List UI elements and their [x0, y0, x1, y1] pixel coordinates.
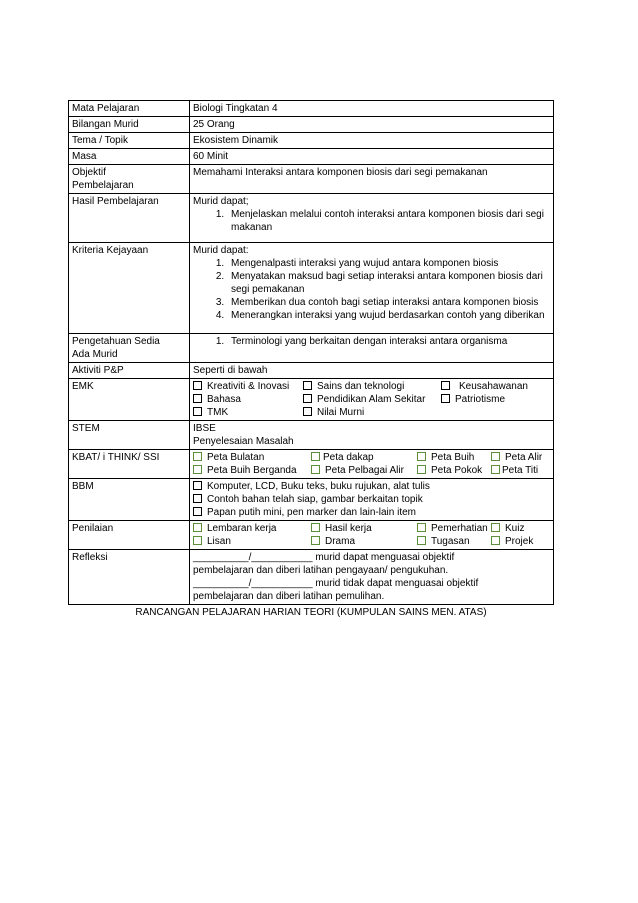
- value-emk: [190, 379, 554, 421]
- checkbox-icon[interactable]: [193, 407, 202, 416]
- checkbox-icon[interactable]: [311, 465, 320, 474]
- checkbox-icon[interactable]: [491, 465, 500, 474]
- checkbox-icon[interactable]: [193, 394, 202, 403]
- checkbox-icon[interactable]: [303, 407, 312, 416]
- lesson-plan-table: [68, 100, 554, 605]
- label-students: Bilangan Murid: [69, 117, 190, 133]
- emk-option[interactable]: TMK: [193, 406, 228, 419]
- kbat-option[interactable]: Peta Titi: [491, 464, 538, 477]
- checkbox-icon[interactable]: [417, 465, 426, 474]
- row-outcome: [69, 194, 554, 243]
- list-item: 4. Menerangkan interaksi yang wujud berdasarkan contoh yang diberikan: [227, 309, 550, 322]
- label-time: Masa: [69, 149, 190, 165]
- assessment-option[interactable]: Tugasan: [417, 535, 470, 548]
- emk-option[interactable]: Sains dan teknologi: [303, 380, 404, 393]
- value-objective: Memahami Interaksi antara komponen biosis dari segi pemakanan: [190, 165, 554, 194]
- lesson-plan: [68, 100, 554, 618]
- label-theme: Tema / Topik: [69, 133, 190, 149]
- assessment-option[interactable]: Projek: [491, 535, 533, 548]
- value-activity: Seperti di bawah: [190, 363, 554, 379]
- reflection-line: pembelajaran dan diberi latihan pengayaan/ pengukuhan.: [193, 565, 449, 576]
- document-footer: RANCANGAN PELAJARAN HARIAN TEORI (KUMPULAN SAINS MEN. ATAS): [135, 607, 487, 618]
- list-item: 2. Menyatakan maksud bagi setiap interaksi antara komponen biosis dari segi pemakanan: [227, 270, 550, 296]
- label-activity: Aktiviti P&P: [69, 363, 190, 379]
- kbat-option[interactable]: Peta Bulatan: [193, 451, 264, 464]
- checkbox-icon[interactable]: [193, 523, 202, 532]
- reflection-line: __________/___________ murid tidak dapat menguasai objektif: [193, 578, 479, 589]
- value-reflection: [190, 550, 554, 605]
- prior-list: [193, 335, 550, 348]
- stem-line: IBSE: [193, 423, 216, 434]
- label-criteria: Kriteria Kejayaan: [69, 243, 190, 334]
- row-activity: [69, 363, 554, 379]
- label-emk: EMK: [69, 379, 190, 421]
- checkbox-icon[interactable]: [193, 452, 202, 461]
- checkbox-icon[interactable]: [417, 523, 426, 532]
- label-reflection: Refleksi: [69, 550, 190, 605]
- checkbox-icon[interactable]: [193, 507, 202, 516]
- label-kbat: KBAT/ i THINK/ SSI: [69, 450, 190, 479]
- row-time: [69, 149, 554, 165]
- value-subject: Biologi Tingkatan 4: [190, 101, 554, 117]
- row-criteria: [69, 243, 554, 334]
- emk-option[interactable]: Pendidikan Alam Sekitar: [303, 393, 425, 406]
- stem-line: Penyelesaian Masalah: [193, 436, 294, 447]
- value-outcome: [190, 194, 554, 243]
- checkbox-icon[interactable]: [491, 536, 500, 545]
- label-assessment: Penilaian: [69, 521, 190, 550]
- assessment-option[interactable]: Drama: [311, 535, 355, 548]
- row-subject: [69, 101, 554, 117]
- value-criteria: [190, 243, 554, 334]
- checkbox-icon[interactable]: [441, 394, 450, 403]
- value-assessment: [190, 521, 554, 550]
- label-subject: Mata Pelajaran: [69, 101, 190, 117]
- checkbox-icon[interactable]: [193, 465, 202, 474]
- kbat-option[interactable]: Peta Pokok: [417, 464, 482, 477]
- criteria-intro: Murid dapat:: [193, 245, 249, 256]
- value-bbm: [190, 479, 554, 521]
- value-prior-knowledge: [190, 334, 554, 363]
- outcome-list: [193, 208, 550, 234]
- emk-option[interactable]: Kreativiti & Inovasi: [193, 380, 289, 393]
- row-objective: [69, 165, 554, 194]
- row-prior-knowledge: [69, 334, 554, 363]
- checkbox-icon[interactable]: [303, 381, 312, 390]
- checkbox-icon[interactable]: [491, 523, 500, 532]
- label-prior-knowledge: Pengetahuan Sedia Ada Murid: [69, 334, 190, 363]
- emk-option[interactable]: Keusahawanan: [441, 380, 528, 393]
- checkbox-icon[interactable]: [193, 381, 202, 390]
- row-emk: [69, 379, 554, 421]
- assessment-option[interactable]: Lembaran kerja: [193, 522, 276, 535]
- reflection-line: pembelajaran dan diberi latihan pemulihan.: [193, 591, 385, 602]
- value-stem: [190, 421, 554, 450]
- row-assessment: [69, 521, 554, 550]
- bbm-option[interactable]: Komputer, LCD, Buku teks, buku rujukan, alat tulis: [193, 480, 550, 493]
- kbat-option[interactable]: Peta Pelbagai Alir: [311, 464, 404, 477]
- checkbox-icon[interactable]: [311, 536, 320, 545]
- checkbox-icon[interactable]: [417, 536, 426, 545]
- assessment-option[interactable]: Kuiz: [491, 522, 524, 535]
- list-item: 3. Memberikan dua contoh bagi setiap interaksi antara komponen biosis: [227, 296, 550, 309]
- assessment-option[interactable]: Pemerhatian: [417, 522, 488, 535]
- emk-option[interactable]: Bahasa: [193, 393, 241, 406]
- outcome-intro: Murid dapat;: [193, 196, 249, 207]
- kbat-option[interactable]: Peta Buih: [417, 451, 474, 464]
- checkbox-icon[interactable]: [303, 394, 312, 403]
- assessment-option[interactable]: Lisan: [193, 535, 231, 548]
- checkbox-icon[interactable]: [193, 494, 202, 503]
- emk-option[interactable]: Nilai Murni: [303, 406, 364, 419]
- value-students: 25 Orang: [190, 117, 554, 133]
- row-bbm: [69, 479, 554, 521]
- list-item: 1. Menjelaskan melalui contoh interaksi antara komponen biosis dari segi makanan: [227, 208, 550, 234]
- label-bbm: BBM: [69, 479, 190, 521]
- checkbox-icon[interactable]: [193, 481, 202, 490]
- value-theme: Ekosistem Dinamik: [190, 133, 554, 149]
- row-reflection: [69, 550, 554, 605]
- checkbox-icon[interactable]: [441, 381, 450, 390]
- list-item: 1. Mengenalpasti interaksi yang wujud antara komponen biosis: [227, 257, 550, 270]
- label-objective: Objektif Pembelajaran: [69, 165, 190, 194]
- row-kbat: [69, 450, 554, 479]
- label-stem: STEM: [69, 421, 190, 450]
- list-item: 1. Terminologi yang berkaitan dengan interaksi antara organisma: [227, 335, 550, 348]
- kbat-option[interactable]: Peta Buih Berganda: [193, 464, 297, 477]
- checkbox-icon[interactable]: [491, 452, 500, 461]
- kbat-option[interactable]: Peta Alir: [491, 451, 542, 464]
- row-stem: [69, 421, 554, 450]
- bbm-option[interactable]: Papan putih mini, pen marker dan lain-lain item: [193, 506, 550, 519]
- checkbox-icon[interactable]: [417, 452, 426, 461]
- row-theme: [69, 133, 554, 149]
- row-students: [69, 117, 554, 133]
- checkbox-icon[interactable]: [311, 523, 320, 532]
- checkbox-icon[interactable]: [193, 536, 202, 545]
- reflection-line: __________/___________ murid dapat menguasai objektif: [193, 552, 455, 563]
- emk-option[interactable]: Patriotisme: [441, 393, 505, 406]
- bbm-option[interactable]: Contoh bahan telah siap, gambar berkaitan topik: [193, 493, 550, 506]
- criteria-list: [193, 257, 550, 322]
- value-time: 60 Minit: [190, 149, 554, 165]
- value-kbat: [190, 450, 554, 479]
- label-outcome: Hasil Pembelajaran: [69, 194, 190, 243]
- assessment-option[interactable]: Hasil kerja: [311, 522, 372, 535]
- kbat-option[interactable]: Peta dakap: [311, 451, 374, 464]
- checkbox-icon[interactable]: [311, 452, 320, 461]
